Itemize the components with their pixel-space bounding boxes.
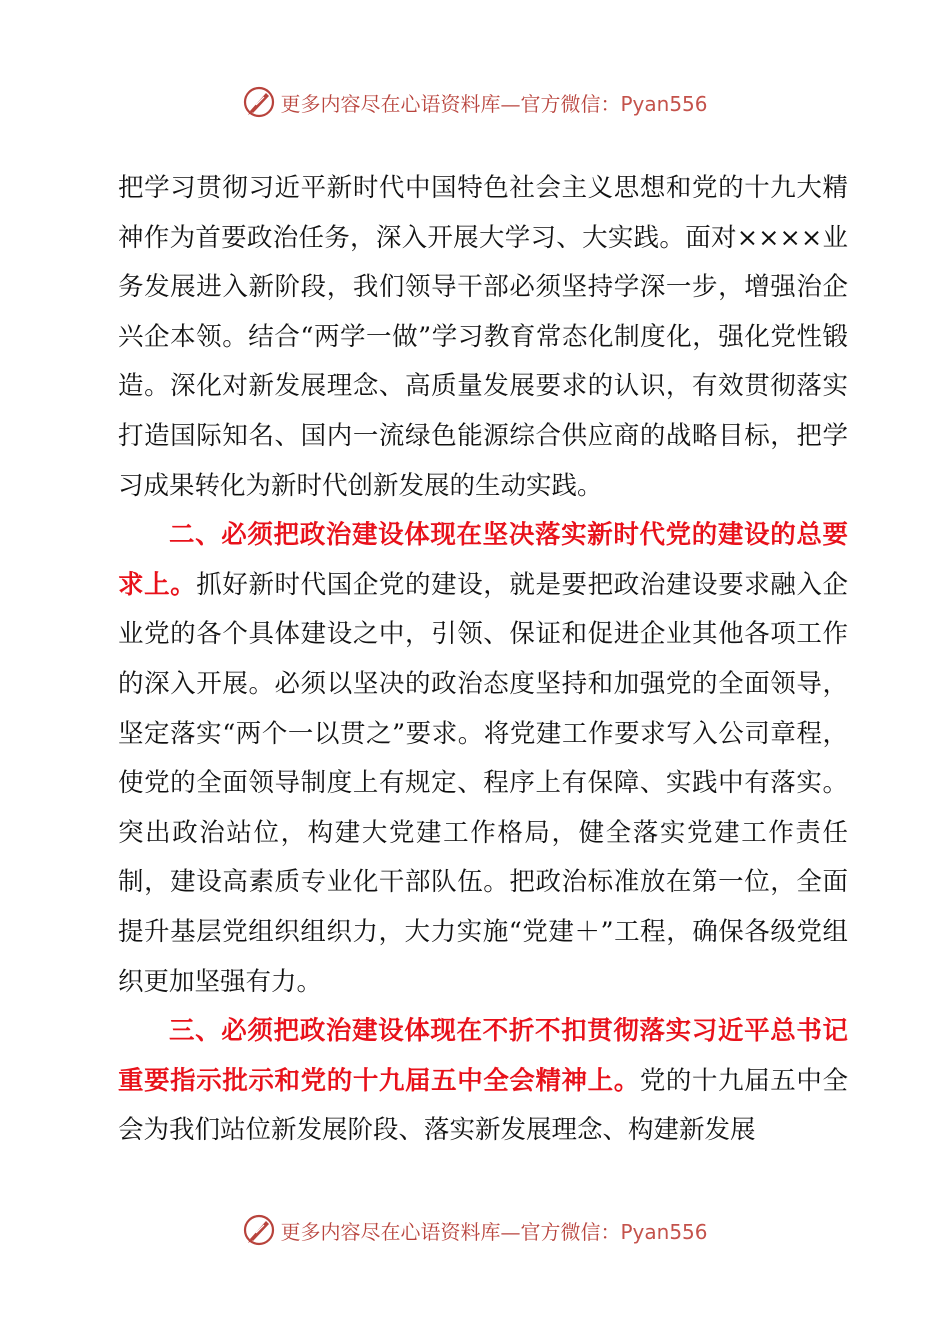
watermark-text: 更多内容尽在心语资料库—官方微信：Pyan556 — [280, 1219, 708, 1244]
paragraph-1 — [118, 164, 848, 511]
quill-pen-logo-icon — [242, 1213, 276, 1247]
wechat-handle: Pyan556 — [620, 1219, 708, 1244]
paragraph-2-heading: 二、必须把政治建设体现在坚决落实新时代党的建设的总要求上。 — [118, 520, 848, 600]
paragraph-2 — [118, 511, 848, 1007]
watermark-text: 更多内容尽在心语资料库—官方微信：Pyan556 — [280, 91, 708, 116]
paragraph-2-body: 抓好新时代国企党的建设，就是要把政治建设要求融入企业党的各个具体建设之中，引领、保证和促进企业其他各项工作的深入开展。必须以坚决的政治态度坚持和加强党的全面领导，坚定落实“两个一以贯之”要求。将党建工作要求写入公司章程，使党的全面领导制度上有规定、程序上有保障、实践中有落实。突出政治站位，构建大党建工作格局，健全落实党建工作责任制，建设高素质专业化干部队伍。把政治标准放在第一位，全面提升基层党组织组织力，大力实施“党建＋”工程，确保各级党组织更加坚强有力。 — [118, 569, 848, 997]
wechat-handle: Pyan556 — [620, 91, 708, 116]
document-body — [118, 164, 848, 1156]
paragraph-3-heading: 三、必须把政治建设体现在不折不扣贯彻落实习近平总书记重要指示批示和党的十九届五中全会精神上。 — [118, 1016, 848, 1096]
header-watermark — [0, 82, 950, 122]
footer-watermark — [0, 1210, 950, 1250]
paragraph-3 — [118, 1007, 848, 1156]
paragraph-1-body: 把学习贯彻习近平新时代中国特色社会主义思想和党的十九大精神作为首要政治任务，深入开展大学习、大实践。面对××××业务发展进入新阶段，我们领导干部必须坚持学深一步，增强治企兴企本领。结合“两学一做”学习教育常态化制度化，强化党性锻造。深化对新发展理念、高质量发展要求的认识，有效贯彻落实打造国际知名、国内一流绿色能源综合供应商的战略目标，把学习成果转化为新时代创新发展的生动实践。 — [118, 173, 848, 501]
paragraph-3-body: 党的十九届五中全会为我们站位新发展阶段、落实新发展理念、构建新发展 — [118, 1065, 848, 1146]
quill-pen-logo-icon — [242, 85, 276, 119]
